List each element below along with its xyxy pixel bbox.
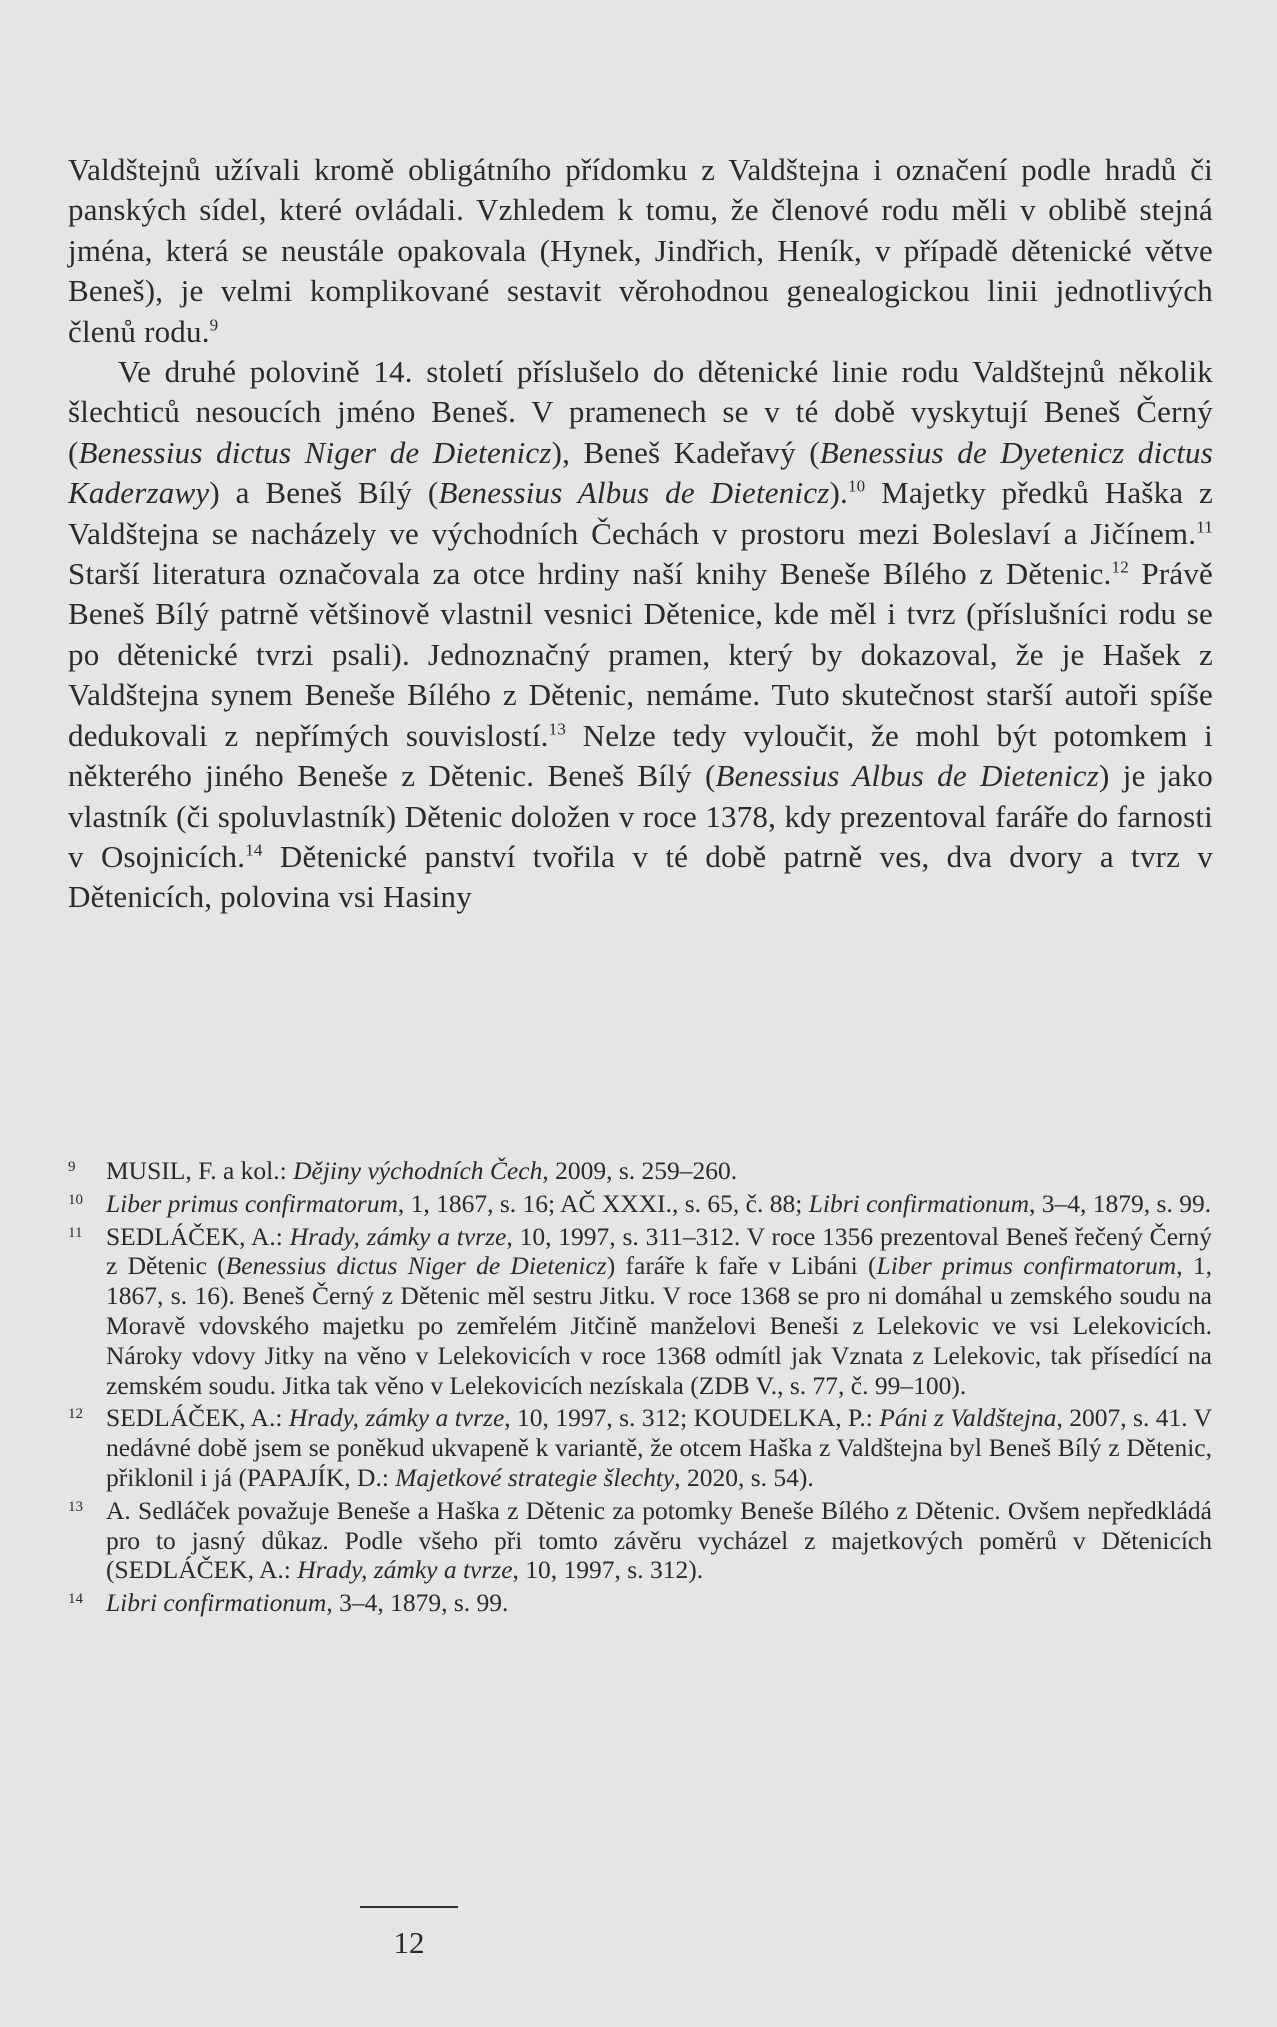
- footnote-text: Libri confirmationum, 3–4, 1879, s. 99.: [106, 1588, 509, 1618]
- footnote-text: A. Sedláček považuje Beneše a Haška z Dětenic za potomky Beneše Bílého z Dětenic. Ovšem nepředkládá pro to jasný důkaz. Podle všeho při tomto závěru vycházel z majetkových poměrů v Dětenicích (SEDLÁČEK, A.: Hrady, zámky a tvrze, 10, 1997, s. 312).: [106, 1495, 1212, 1585]
- text-run: ) je jako vlastník (či spoluvlastník) Dětenic doložen v roce 1378, kdy prezentoval faráře do farnosti v Osojnicích.: [68, 758, 1213, 874]
- footnote-ref[interactable]: 11: [1196, 517, 1213, 537]
- footnote-ref[interactable]: 14: [245, 840, 263, 860]
- latin-name: Benessius de Dyetenicz dictus Kaderzawy: [68, 434, 1213, 511]
- text-run: Starší literatura označovala za otce hrdiny naší knihy Beneše Bílého z Dětenic.: [68, 556, 1112, 592]
- footnote-12: [62, 1403, 1212, 1492]
- text-run: Dětenické panství tvořila v té době patrně ves, dva dvory a tvrz v Dětenicích, polovina vsi Hasiny: [68, 838, 1213, 915]
- text-run: Právě Beneš Bílý patrně většinově vlastnil vesnici Dětenice, kde měl i tvrz (příslušníci rodu se po dětenické tvrzi psali). Jednoznačný pramen, který by dokazoval, že je Hašek z Valdštejna synem Beneše Bílého z Dětenic, nemáme. Tuto skutečnost starší autoři spíše dedukovali z nepřímých souvislostí.: [68, 556, 1213, 753]
- latin-name: Benessius dictus Niger de Dietenicz: [78, 434, 552, 470]
- footnote-13: [62, 1496, 1212, 1585]
- text-run: Ve druhé polovině 14. století příslušelo do dětenické linie rodu Valdštejnů několik šlechticů nesoucích jméno Beneš. V pramenech se v té době vyskytují Beneš Černý (: [68, 354, 1213, 470]
- footnote-9: [62, 1156, 1212, 1186]
- footnotes: [62, 1156, 1212, 1621]
- footnote-10: [62, 1189, 1212, 1219]
- text-run: ) a Beneš Bílý (: [209, 475, 439, 511]
- footnote-ref[interactable]: 10: [847, 476, 866, 496]
- page-number-rule: [360, 1906, 458, 1908]
- footnote-number: 10: [68, 1191, 83, 1208]
- text-run: ), Beneš Kadeřavý (: [551, 434, 820, 470]
- text-run: Valdštejnů užívali kromě obligátního přídomku z Valdštejna i označení podle hradů či panských sídel, které ovládali. Vzhledem k tomu, že členové rodu měli v oblibě stejná jména, která se neustále opakovala (Hynek, Jindřich, Heník, v případě dětenické větve Beneš), je velmi komplikované sestavit věrohodnou genealogickou linii jednotlivých členů rodu.: [68, 152, 1213, 349]
- footnote-ref[interactable]: 12: [1111, 557, 1129, 577]
- footnote-text: SEDLÁČEK, A.: Hrady, zámky a tvrze, 10, 1997, s. 311–312. V roce 1356 prezentoval Beneš řečený Černý z Dětenic (Benessius dictus Niger de Dietenicz) faráře k faře v Libáni (Liber primus confirmatorum, 1, 1867, s. 16). Beneš Černý z Dětenic měl sestru Jitku. V roce 1368 se pro ni domáhal u zemského soudu na Moravě vdovského majetku po zemřelém Jitčině manželovi Beneši z Lelekovic ve vsi Lelekovicích. Nároky vdovy Jitky na věno v Lelekovicích v roce 1368 odmítl jak Vznata z Lelekovic, tak přísedící na zemském soudu. Jitka tak věno v Lelekovicích nezískala (ZDB V., s. 77, č. 99–100).: [106, 1221, 1213, 1400]
- footnote-text: Liber primus confirmatorum, 1, 1867, s. 16; AČ XXXI., s. 65, č. 88; Libri confirmationum, 3–4, 1879, s. 99.: [106, 1188, 1212, 1218]
- latin-name: Benessius Albus de Dietenicz: [438, 475, 830, 511]
- footnote-14: [62, 1588, 1212, 1618]
- footnote-ref[interactable]: 9: [209, 315, 219, 335]
- latin-name: Benessius Albus de Dietenicz: [715, 758, 1099, 794]
- footnote-number: 11: [68, 1224, 83, 1241]
- page-number: 12: [393, 1925, 425, 1960]
- text-run: ).: [829, 475, 848, 511]
- paragraph-2: [68, 352, 1213, 918]
- footnote-number: 13: [68, 1498, 83, 1515]
- footnote-text: MUSIL, F. a kol.: Dějiny východních Čech, 2009, s. 259–260.: [106, 1156, 738, 1185]
- paragraph-1: [68, 150, 1213, 352]
- text-run: Majetky předků Haška z Valdštejna se nacházely ve východních Čechách v prostoru mezi Boleslaví a Jičínem.: [68, 475, 1213, 551]
- footnote-text: SEDLÁČEK, A.: Hrady, zámky a tvrze, 10, 1997, s. 312; KOUDELKA, P.: Páni z Valdštejna, 2007, s. 41. V nedávné době jsem se poněkud ukvapeně k variantě, že otcem Haška z Valdštejna byl Beneš Bílý z Dětenic, přiklonil i já (PAPAJÍK, D.: Majetkové strategie šlechty, 2020, s. 54).: [106, 1403, 1212, 1492]
- footnote-number: 12: [68, 1406, 83, 1423]
- footnote-number: 14: [68, 1591, 83, 1608]
- main-text: [68, 150, 1213, 918]
- footnote-ref[interactable]: 13: [548, 719, 567, 739]
- footnote-number: 9: [68, 1159, 76, 1175]
- footnote-11: [62, 1222, 1212, 1401]
- text-run: Nelze tedy vyloučit, že mohl být potomkem i některého jiného Beneše z Dětenic. Beneš Bílý (: [68, 717, 1213, 794]
